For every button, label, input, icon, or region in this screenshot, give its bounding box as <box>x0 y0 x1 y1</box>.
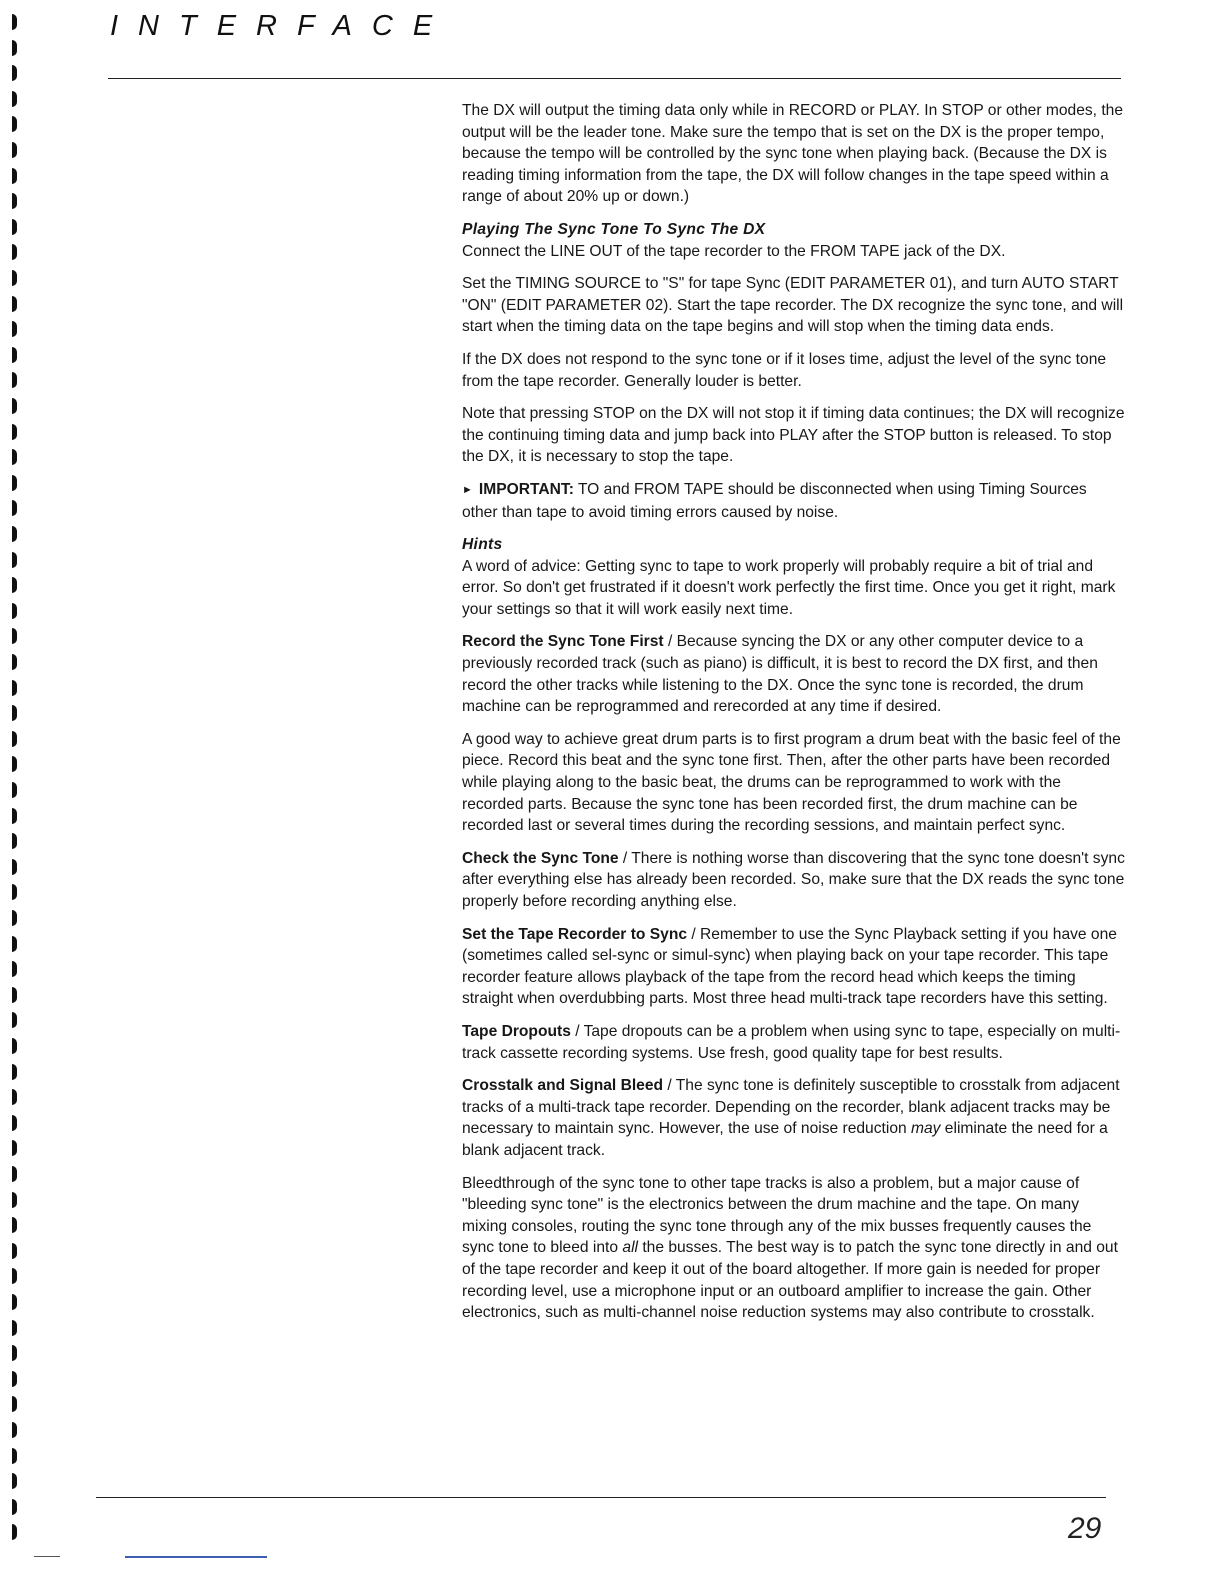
paragraph-important <box>462 479 1126 523</box>
hint-text-crosstalk-end: eliminate the need for a blank adjacent track. <box>462 1120 1108 1159</box>
binding-hole-icon <box>12 40 17 56</box>
heading-playing-sync-tone: Playing The Sync Tone To Sync The DX <box>462 220 766 238</box>
emphasis-may: may <box>911 1120 941 1138</box>
binding-hole-icon <box>12 1371 17 1387</box>
heading-hints: Hints <box>462 536 503 554</box>
emphasis-all: all <box>622 1239 638 1257</box>
binding-hole-icon <box>12 398 17 414</box>
binding-hole-icon <box>12 936 17 952</box>
hint-title-crosstalk: Crosstalk and Signal Bleed <box>462 1077 664 1095</box>
binding-hole-icon <box>12 1345 17 1361</box>
binding-hole-icon <box>12 91 17 107</box>
hint-text-check-sync: / There is nothing worse than discovering that the sync tone doesn't sync after everything else has already been recorded. So, make sure that the DX reads the sync tone properly before recording anything else. <box>462 849 1125 910</box>
paragraph-connect: Connect the LINE OUT of the tape recorder to the FROM TAPE jack of the DX. <box>462 242 1006 260</box>
binding-hole-icon <box>12 219 17 235</box>
paragraph-intro: The DX will output the timing data only while in RECORD or PLAY. In STOP or other modes, the output will be the leader tone. Make sure the tempo that is set on the DX is the proper tempo, because the tempo will be controlled by the sync tone when playing back. (Because the DX is reading timing information from the tape, the DX will follow changes in the tape speed within a range of about 20% up or down.) <box>462 102 1124 206</box>
binding-hole-icon <box>12 1089 17 1105</box>
binding-hole-icon <box>12 270 17 286</box>
binding-hole-icon <box>12 884 17 900</box>
important-text: TO and FROM TAPE should be disconnected when using Timing Sources other than tape to avoid timing errors caused by noise. <box>462 480 1087 521</box>
binding-hole-icon <box>12 987 17 1003</box>
hint-title-dropouts: Tape Dropouts <box>462 1022 571 1040</box>
binding-hole-icon <box>12 705 17 721</box>
paragraph-set-recorder <box>462 924 1126 1010</box>
hint-title-set-recorder: Set the Tape Recorder to Sync <box>462 925 688 943</box>
binding-hole-icon <box>12 1140 17 1156</box>
binding-hole-icon <box>12 526 17 542</box>
scan-artifact <box>34 1556 60 1557</box>
paragraph-timing-source: Set the TIMING SOURCE to "S" for tape Sync (EDIT PARAMETER 01), and turn AUTO START "ON" (EDIT PARAMETER 02). Start the tape recorder. The DX recognize the sync tone, and will start when the timing data on the tape begins and will stop when the timing data ends. <box>462 275 1124 336</box>
body-text <box>462 100 1126 1335</box>
paragraph-advice: A word of advice: Getting sync to tape to work properly will probably require a bit of trial and error. So don't get frustrated if it doesn't work perfectly the first time. Once you get it right, mark your settings so that it will work easily next time. <box>462 557 1116 618</box>
binding-hole-icon <box>12 1038 17 1054</box>
binding-hole-icon <box>12 910 17 926</box>
important-label: IMPORTANT: <box>478 480 574 498</box>
binding-hole-icon <box>12 372 17 388</box>
paragraph-level: If the DX does not respond to the sync tone or if it loses time, adjust the level of the sync tone from the tape recorder. Generally louder is better. <box>462 350 1107 390</box>
binding-hole-icon <box>12 756 17 772</box>
paragraph-record-first <box>462 631 1126 717</box>
paragraph-bleedthrough <box>462 1173 1126 1324</box>
hint-text-set-recorder: / Remember to use the Sync Playback setting if you have one (sometimes called sel-sync or simul-sync) when playing back on your tape recorder. This tape recorder feature allows playback of the tape from the record head which keeps the timing straight when overdubbing parts. Most three head multi-track tape recorders have this setting. <box>462 925 1117 1008</box>
binding-hole-icon <box>12 449 17 465</box>
hint-text-crosstalk: / The sync tone is definitely susceptible to crosstalk from adjacent tracks of a multi-track tape recorder. Depending on the recorder, blank adjacent tracks may be necessary to maintain sync. However, the use of noise reduction <box>462 1077 1120 1138</box>
binding-hole-icon <box>12 116 17 132</box>
binding-holes <box>4 14 30 1544</box>
header-rule <box>108 78 1121 79</box>
binding-hole-icon <box>12 14 17 30</box>
binding-hole-icon <box>12 1294 17 1310</box>
binding-hole-icon <box>12 1064 17 1080</box>
binding-hole-icon <box>12 1268 17 1284</box>
hint-title-check-sync: Check the Sync Tone <box>462 849 619 867</box>
binding-hole-icon <box>12 244 17 260</box>
binding-hole-icon <box>12 1192 17 1208</box>
hint-text-dropouts: / Tape dropouts can be a problem when using sync to tape, especially on multi-track cassette recording systems. Use fresh, good quality tape for best results. <box>462 1022 1121 1062</box>
binding-hole-icon <box>12 168 17 184</box>
bleed-text-end: the busses. The best way is to patch the sync tone directly in and out of the tape recorder and keep it out of the board altogether. If more gain is needed for proper recording level, use a microphone input or an outboard amplifier to increase the gain. Other electronics, such as multi-channel noise reduction systems may also contribute to crosstalk. <box>462 1239 1118 1322</box>
binding-hole-icon <box>12 1012 17 1028</box>
page-title: INTERFACE <box>110 10 453 42</box>
binding-hole-icon <box>12 1115 17 1131</box>
paragraph-crosstalk <box>462 1075 1126 1161</box>
page-number: 29 <box>1068 1512 1102 1545</box>
binding-hole-icon <box>12 65 17 81</box>
bleed-text: Bleedthrough of the sync tone to other tape tracks is also a problem, but a major cause of "bleeding sync tone" is the electronics between the drum machine and the tape. On many mixing consoles, routing the sync tone through any of the mix busses frequently causes the sync tone to bleed into <box>462 1174 1092 1257</box>
arrow-icon: ► <box>462 483 473 496</box>
binding-hole-icon <box>12 552 17 568</box>
binding-hole-icon <box>12 808 17 824</box>
binding-hole-icon <box>12 782 17 798</box>
footer-rule <box>96 1497 1106 1498</box>
binding-hole-icon <box>12 142 17 158</box>
binding-hole-icon <box>12 347 17 363</box>
paragraph-dropouts <box>462 1021 1126 1064</box>
binding-hole-icon <box>12 1448 17 1464</box>
binding-hole-icon <box>12 1499 17 1515</box>
binding-hole-icon <box>12 1473 17 1489</box>
binding-hole-icon <box>12 1166 17 1182</box>
binding-hole-icon <box>12 193 17 209</box>
binding-hole-icon <box>12 424 17 440</box>
binding-hole-icon <box>12 500 17 516</box>
scan-artifact-line <box>125 1556 267 1558</box>
binding-hole-icon <box>12 321 17 337</box>
binding-hole-icon <box>12 296 17 312</box>
binding-hole-icon <box>12 859 17 875</box>
binding-hole-icon <box>12 628 17 644</box>
binding-hole-icon <box>12 1422 17 1438</box>
paragraph-good-way: A good way to achieve great drum parts is to first program a drum beat with the basic feel of the piece. Record this beat and the sync tone first. Then, after the other parts have been recorded while playing along to the basic beat, the drums can be reprogrammed to work with the recorded parts. Because the sync tone has been recorded first, the drum machine can be recorded last or several times during the recording sessions, and maintain perfect sync. <box>462 730 1121 835</box>
hint-title-record-first: Record the Sync Tone First <box>462 633 664 651</box>
binding-hole-icon <box>12 1396 17 1412</box>
paragraph-check-sync <box>462 848 1126 913</box>
binding-hole-icon <box>12 577 17 593</box>
binding-hole-icon <box>12 1320 17 1336</box>
binding-hole-icon <box>12 731 17 747</box>
hint-text-record-first: / Because syncing the DX or any other computer device to a previously recorded track (such as piano) is difficult, it is best to record the DX first, and then record the other tracks while listening to the DX. Once the sync tone is recorded, the drum machine can be reprogrammed and rerecorded at any time if desired. <box>462 633 1098 716</box>
binding-hole-icon <box>12 1524 17 1540</box>
binding-hole-icon <box>12 654 17 670</box>
binding-hole-icon <box>12 475 17 491</box>
binding-hole-icon <box>12 1217 17 1233</box>
binding-hole-icon <box>12 680 17 696</box>
binding-hole-icon <box>12 603 17 619</box>
binding-hole-icon <box>12 1243 17 1259</box>
paragraph-stop: Note that pressing STOP on the DX will not stop it if timing data continues; the DX will recognize the continuing timing data and jump back into PLAY after the STOP button is released. To stop the DX, it is necessary to stop the tape. <box>462 405 1125 466</box>
binding-hole-icon <box>12 833 17 849</box>
binding-hole-icon <box>12 961 17 977</box>
